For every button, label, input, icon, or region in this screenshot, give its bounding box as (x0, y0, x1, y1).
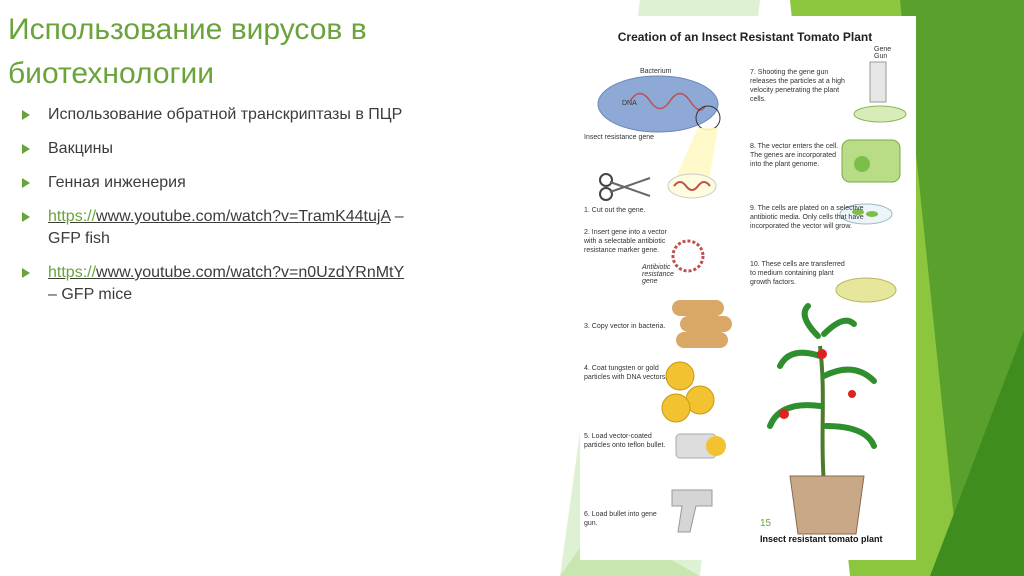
bacteria-capsule (672, 300, 724, 316)
insect-gene-label: Insect resistance gene (584, 134, 655, 141)
tomato-fruit (848, 390, 856, 398)
bullet-text: Генная инженерия (48, 174, 186, 191)
link-note: GFP fish (48, 230, 110, 247)
link-url: www.youtube.com/watch?v=TramK44tujA (96, 208, 391, 225)
cell-diagram (842, 140, 900, 182)
bullet-text: Использование обратной транскриптазы в ПЦР (48, 106, 403, 123)
bacteria-capsule (676, 332, 728, 348)
bullet-tip (706, 436, 726, 456)
scissors-icon (600, 174, 650, 200)
dna-label: DNA (622, 100, 637, 107)
petri-dish (854, 106, 906, 122)
title-line-1: Использование вирусов в (8, 13, 367, 46)
step-10-text: 10. These cells are transferred to medium containing plant growth factors. (750, 261, 845, 286)
youtube-link-gfp-mice[interactable] (48, 264, 404, 281)
page-number: 15 (760, 518, 772, 529)
bullet-arrow-icon (22, 110, 30, 120)
gene-gun-top-icon (870, 62, 886, 102)
bullet-item (22, 172, 492, 194)
gold-particle (666, 362, 694, 390)
link-url: www.youtube.com/watch?v=n0UzdYRnMtY (96, 264, 405, 281)
tomato-fruit (817, 349, 827, 359)
bacteria-capsule (680, 316, 732, 332)
link-note: – GFP mice (48, 286, 133, 303)
step-8-text: 8. The vector enters the cell. The genes are incorporated into the plant genome. (750, 143, 839, 168)
cell-nucleus (854, 156, 870, 172)
plant-stem (820, 346, 824, 484)
link-suffix: – (390, 208, 404, 225)
title-line-2: биотехнологии (8, 57, 214, 90)
step-6-text: 6. Load bullet into gene gun. (584, 511, 657, 527)
tomato-fruit (779, 409, 789, 419)
bullet-item (22, 138, 492, 160)
link-protocol: https:// (48, 208, 97, 225)
step-1-text: 1. Cut out the gene. (584, 207, 646, 214)
bullet-arrow-icon (22, 144, 30, 154)
figure-illustration (580, 16, 916, 560)
bullet-text: Вакцины (48, 140, 114, 157)
antibiotic-gene-label: Antibiotic resistance gene (642, 264, 674, 285)
youtube-link-gfp-fish[interactable] (48, 208, 390, 225)
bullet-item-link (22, 206, 492, 250)
bacterium-label: Bacterium (640, 68, 672, 75)
bullet-list (22, 104, 492, 318)
link-protocol: https:// (48, 264, 97, 281)
flower-pot (790, 476, 864, 534)
step-2-text: 2. Insert gene into a vector with a selectable antibiotic resistance marker gene. (584, 229, 667, 254)
bullet-arrow-icon (22, 178, 30, 188)
gene-gun-icon (672, 490, 712, 532)
figure-panel (580, 16, 916, 560)
bullet-arrow-icon (22, 212, 30, 222)
bullet-item-link (22, 262, 492, 306)
step-3-text: 3. Copy vector in bacteria. (584, 323, 666, 330)
step-9-text: 9. The cells are plated on a selective antibiotic media. Only cells that have incorporated the vector will grow. (750, 205, 864, 230)
slide-title (8, 8, 568, 96)
gene-gun-label: Gene Gun (874, 46, 892, 60)
step-5-text: 5. Load vector-coated particles onto teflon bullet. (584, 433, 666, 449)
bullet-arrow-icon (22, 268, 30, 278)
bullet-item (22, 104, 492, 126)
figure-caption: Insect resistant tomato plant (760, 534, 883, 544)
step-4-text: 4. Coat tungsten or gold particles with DNA vectors. (584, 365, 668, 381)
bacterium-shape (598, 76, 718, 132)
step-7-text: 7. Shooting the gene gun releases the particles at a high velocity penetrating the plant cells. (750, 69, 845, 103)
gold-particle (662, 394, 690, 422)
figure-title: Creation of an Insect Resistant Tomato Plant (617, 30, 873, 44)
